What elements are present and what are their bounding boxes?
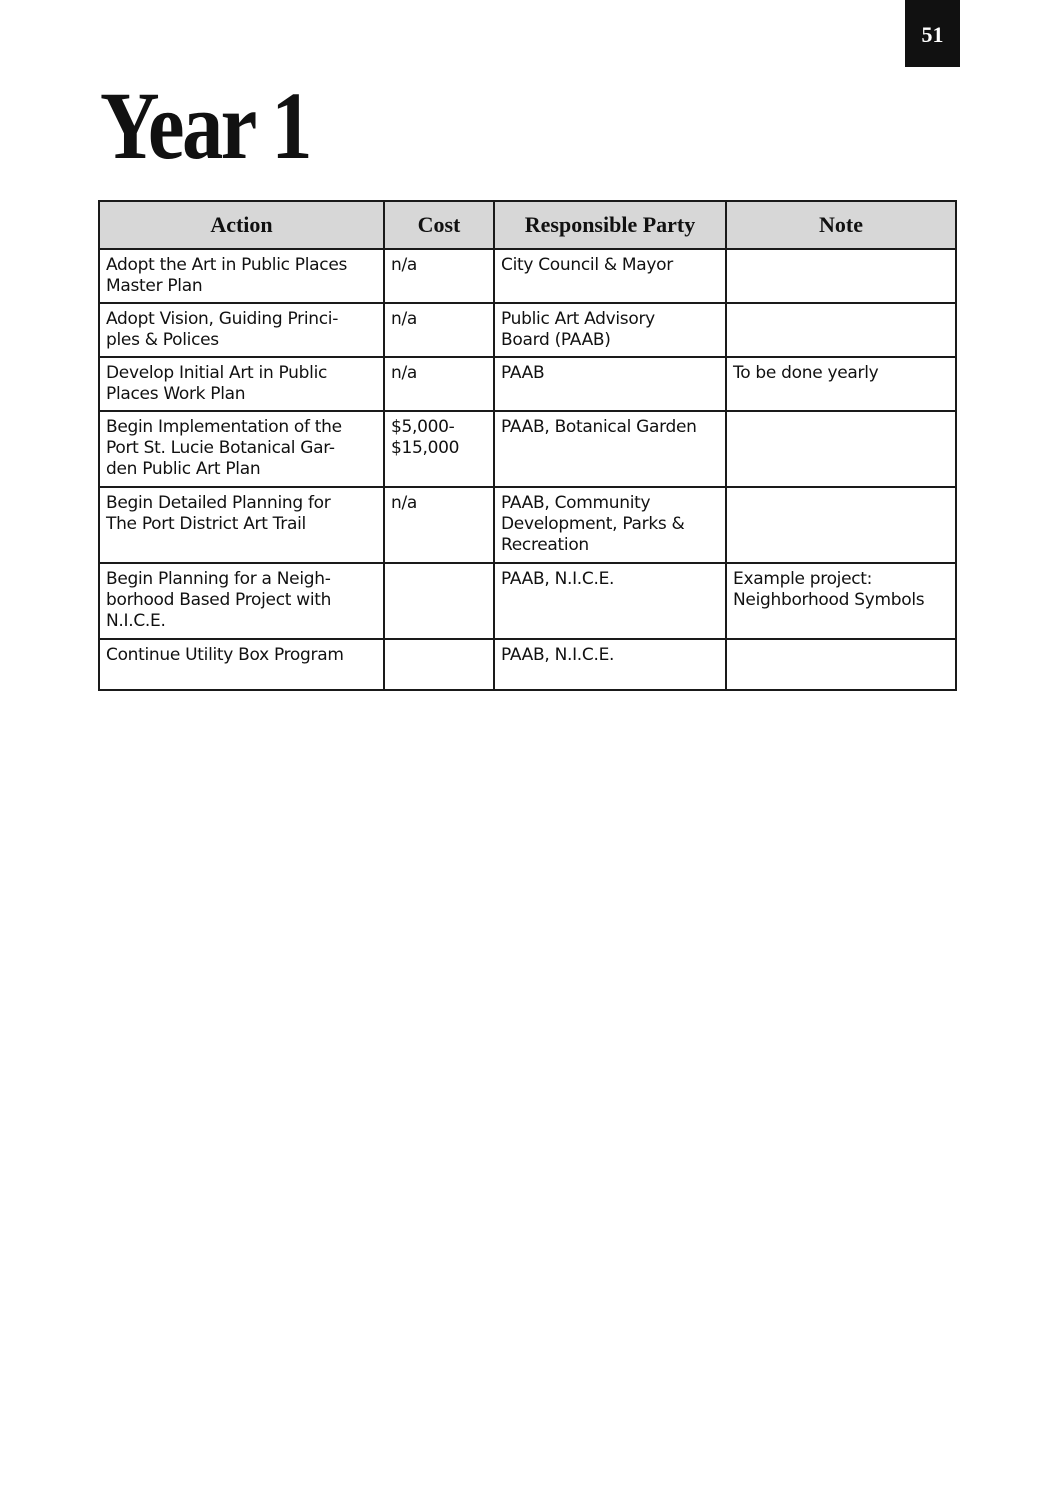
cell-line: Master Plan [106,276,203,296]
cell-line: n/a [391,493,418,513]
cell-line: Example project: [733,569,873,589]
cost-cell [384,639,494,690]
party-cell [494,639,726,690]
party-cell [494,303,726,357]
cost-cell [384,303,494,357]
cell-line: N.I.C.E. [106,611,166,631]
cell-line: PAAB [501,363,545,383]
cell-line: borhood Based Project with [106,590,332,610]
header-responsible-party: Responsible Party [494,201,726,249]
cost-cell [384,249,494,303]
cell-line: Places Work Plan [106,384,246,404]
cell-line: PAAB, N.I.C.E. [501,645,615,665]
note-cell [726,487,956,563]
cell-line: Recreation [501,535,589,555]
header-action: Action [99,201,384,249]
table-row [99,303,956,357]
cell-line: n/a [391,309,418,329]
cell-line: $15,000 [391,438,460,458]
cell-line: Begin Detailed Planning for [106,493,331,513]
table-row [99,639,956,690]
cell-line: PAAB, Botanical Garden [501,417,697,437]
cell-line: The Port District Art Trail [106,514,306,534]
cell-line: Public Art Advisory [501,309,655,329]
page-number-tab [905,0,960,67]
cell-line: Begin Planning for a Neigh- [106,569,331,589]
note-cell [726,411,956,487]
page-title: Year 1 [100,72,310,179]
party-cell [494,487,726,563]
cell-line: den Public Art Plan [106,459,261,479]
action-cell [99,249,384,303]
cost-cell [384,357,494,411]
header-cost: Cost [384,201,494,249]
cell-line: To be done yearly [733,363,879,383]
action-cell [99,357,384,411]
cell-line: $5,000- [391,417,455,437]
action-cell [99,411,384,487]
table-row [99,411,956,487]
cell-line: Port St. Lucie Botanical Gar- [106,438,335,458]
table-row [99,357,956,411]
party-cell [494,357,726,411]
note-cell [726,357,956,411]
page-number: 51 [921,21,944,47]
cell-line: n/a [391,255,418,275]
header-note: Note [726,201,956,249]
cell-line: n/a [391,363,418,383]
cell-line: Begin Implementation of the [106,417,342,437]
table-row [99,249,956,303]
cell-line: Adopt the Art in Public Places [106,255,348,275]
action-cell [99,639,384,690]
cell-line: Continue Utility Box Program [106,645,344,665]
cell-line: PAAB, N.I.C.E. [501,569,615,589]
note-cell [726,303,956,357]
action-cell [99,487,384,563]
action-cell [99,563,384,639]
cell-line: Board (PAAB) [501,330,611,350]
cost-cell [384,563,494,639]
party-cell [494,563,726,639]
table-row [99,487,956,563]
cell-line: Development, Parks & [501,514,685,534]
cell-line: City Council & Mayor [501,255,673,275]
cell-line: PAAB, Community [501,493,651,513]
cost-cell [384,487,494,563]
note-cell [726,563,956,639]
action-cell [99,303,384,357]
action-plan-table [98,200,957,691]
note-cell [726,639,956,690]
note-cell [726,249,956,303]
cost-cell [384,411,494,487]
cell-line: Develop Initial Art in Public [106,363,328,383]
table-row [99,563,956,639]
party-cell [494,249,726,303]
party-cell [494,411,726,487]
cell-line: ples & Polices [106,330,219,350]
cell-line: Neighborhood Symbols [733,590,925,610]
table-header-row [99,201,956,249]
cell-line: Adopt Vision, Guiding Princi- [106,309,339,329]
